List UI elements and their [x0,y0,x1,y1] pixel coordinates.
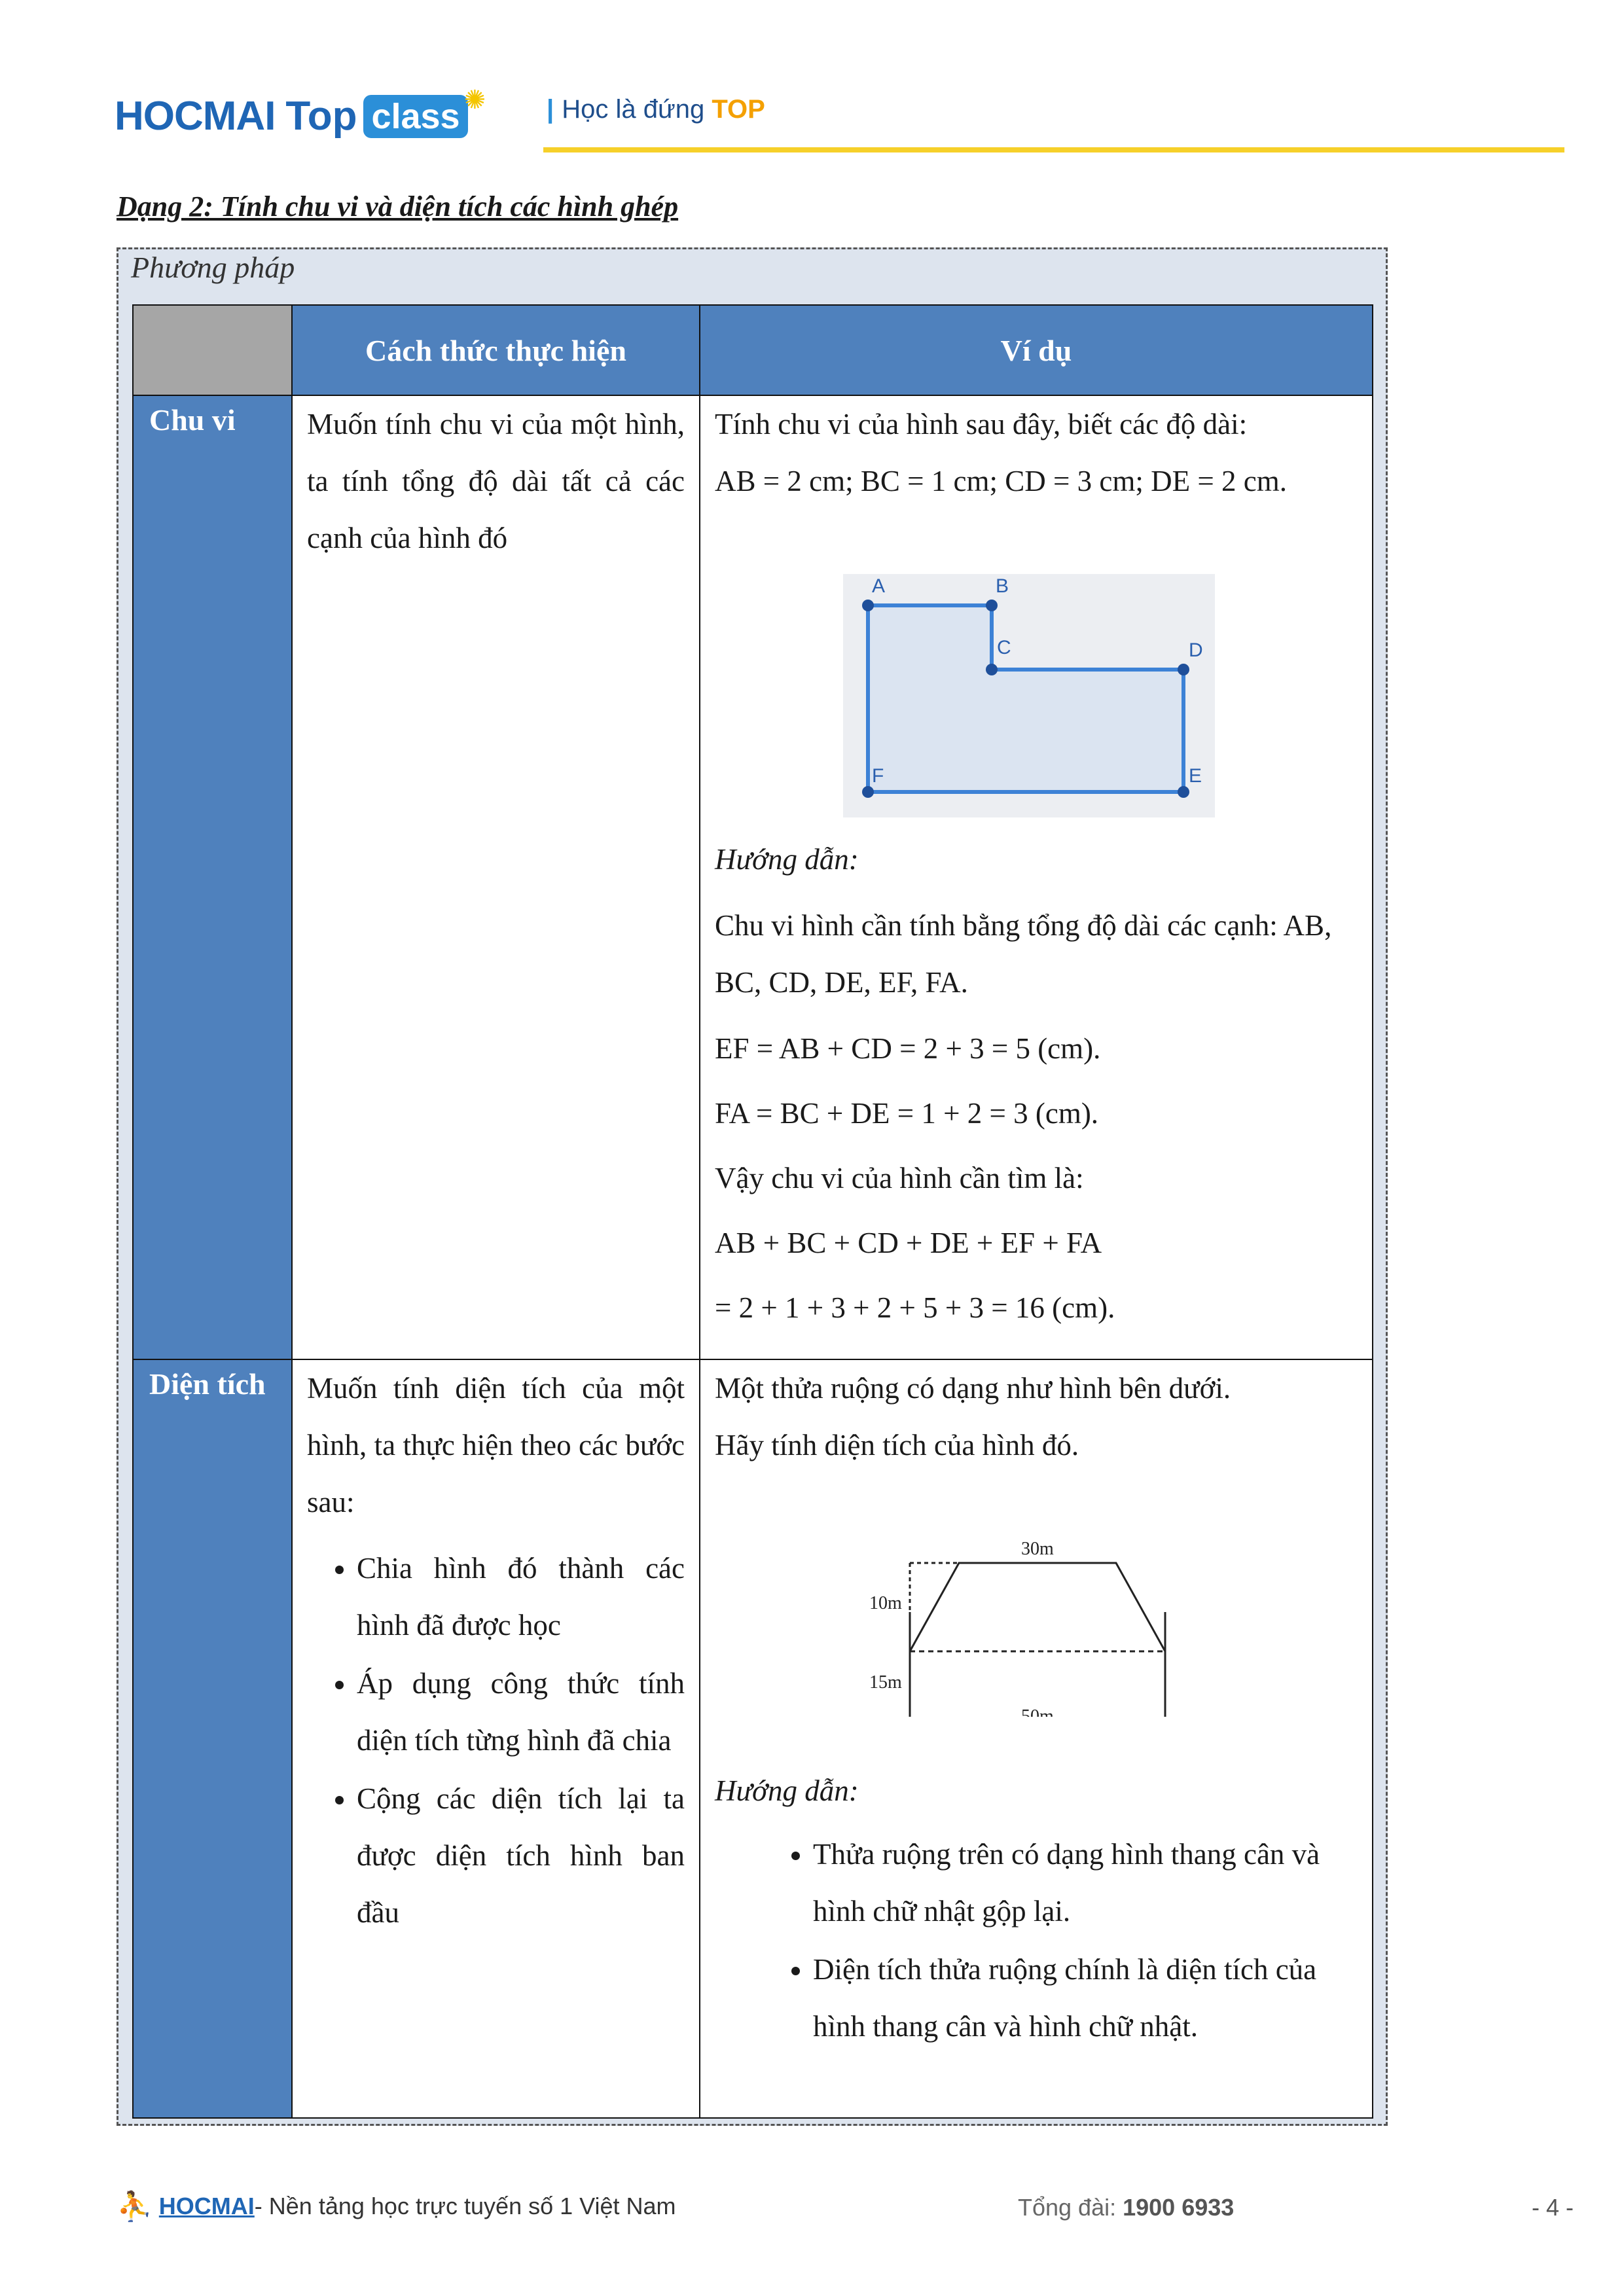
label-10m: 10m [869,1593,902,1613]
people-icon: ⛹ [117,2191,153,2223]
field-figure [831,1501,1224,1717]
corner-cell [132,304,293,396]
guide-bullet: • Thửa ruộng trên có dạng hình thang cân và hình chữ nhật gộp lại. [813,1826,1358,1940]
label-e: E [1189,765,1202,787]
brand-logo [115,85,486,147]
guide-line: AB + BC + CD + DE + EF + FA [715,1227,1102,1259]
method-table [132,304,1373,2119]
section-title: Dạng 2: Tính chu vi và diện tích các hình ghép [117,190,679,223]
logo-top: Top [285,94,357,139]
col-header-method: Cách thức thực hiện [291,304,700,396]
perimeter-method: Muốn tính chu vi của một hình, ta tính tổng độ dài tất cả các cạnh của hình đó [291,395,700,1360]
label-f: F [872,765,884,787]
sun-icon: ✺ [463,85,486,115]
header-underline [543,147,1564,152]
footer-hotline [1018,2194,1234,2221]
guide-line: = 2 + 1 + 3 + 2 + 5 + 3 = 16 (cm). [715,1291,1115,1324]
logo-brand: HOCMAI [115,94,276,139]
perimeter-example-line: AB = 2 cm; BC = 1 cm; CD = 3 cm; DE = 2 cm. [715,465,1287,497]
area-method [291,1359,700,2119]
perimeter-figure [843,574,1215,817]
label-30m: 30m [1021,1539,1054,1559]
label-b: B [996,575,1009,597]
guide-bullet: • Diện tích thửa ruộng chính là diện tích của hình thang cân và hình chữ nhật. [813,1941,1358,2055]
perimeter-example-line: Tính chu vi của hình sau đây, biết các độ dài: [715,408,1248,440]
hotline-label: Tổng đài: [1018,2194,1123,2221]
footer-tagline: - Nền tảng học trực tuyến số 1 Việt Nam [254,2193,676,2219]
area-guide-list [715,1826,1358,2055]
hotline-number: 1900 6933 [1123,2194,1235,2221]
label-15m: 15m [869,1672,902,1693]
label-c: C [997,637,1011,658]
area-example-line: Hãy tính diện tích của hình đó. [715,1429,1079,1462]
perimeter-example [699,395,1373,1360]
method-label: Phương pháp [131,251,295,284]
guide-line: EF = AB + CD = 2 + 3 = 5 (cm). [715,1032,1101,1065]
slogan-top: TOP [712,95,765,124]
label-a: A [872,575,886,597]
slogan-text: Học là đứng [562,95,712,124]
field-diagram [831,1501,1224,1717]
label-50m: 50m [1021,1706,1054,1717]
col-header-example: Ví dụ [699,304,1373,396]
polygon-figure [843,574,1215,817]
guide-line: Chu vi hình cần tính bằng tổng độ dài các cạnh: AB, BC, CD, DE, EF, FA. [715,909,1332,999]
guide-line: Vậy chu vi của hình cần tìm là: [715,1162,1084,1194]
area-example-line: Một thửa ruộng có dạng như hình bên dưới. [715,1372,1231,1405]
guide-line: FA = BC + DE = 1 + 2 = 3 (cm). [715,1097,1099,1130]
area-step: • Áp dụng công thức tính diện tích từng hình đã chia [357,1655,685,1769]
header-slogan [547,95,765,124]
trapezoid-outline [910,1563,1165,1651]
area-example [699,1359,1373,2119]
area-step: • Chia hình đó thành các hình đã được học [357,1540,685,1654]
point-a [862,600,874,611]
logo-class: class [363,95,467,138]
row-label-area: Diện tích [132,1359,293,2119]
rectangle-outline [910,1612,1165,1717]
point-e [1178,786,1189,798]
footer-brand[interactable]: HOCMAI [158,2193,255,2219]
point-c [986,664,998,675]
divider-bar: | [547,95,554,124]
footer-left [117,2189,676,2223]
area-step: • Cộng các diện tích lại ta được diện tích hình ban đầu [357,1770,685,1941]
guide-title: Hướng dẫn: [715,1774,859,1807]
area-steps [307,1540,685,1941]
row-label-perimeter: Chu vi [132,395,293,1360]
area-method-intro: Muốn tính diện tích của một hình, ta thực hiện theo các bước sau: [307,1372,685,1518]
point-f [862,786,874,798]
point-d [1178,664,1189,675]
label-d: D [1189,639,1203,661]
guide-title: Hướng dẫn: [715,843,859,876]
page-number: - 4 - [1532,2194,1574,2221]
polygon-shape [868,605,1183,792]
point-b [986,600,998,611]
